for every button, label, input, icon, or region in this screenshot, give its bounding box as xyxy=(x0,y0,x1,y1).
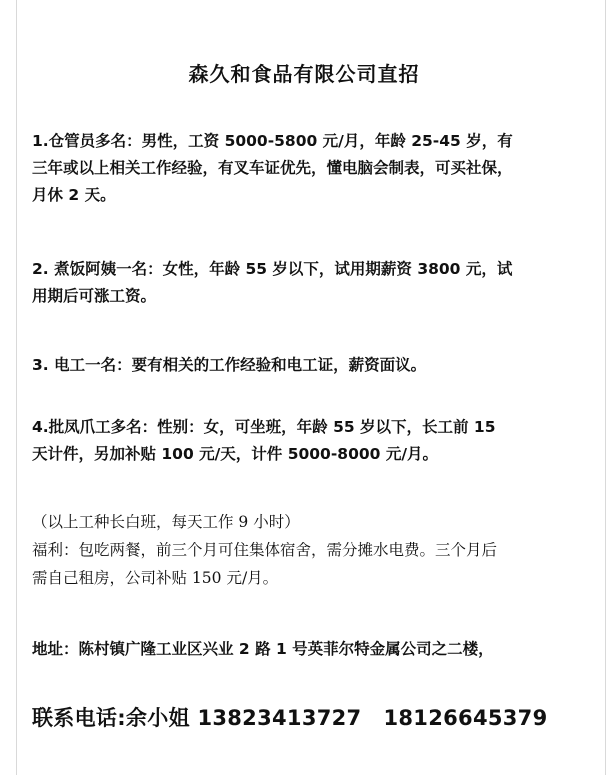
contact-phone-1: 13823413727 xyxy=(197,706,362,730)
job-3-line: 3. 电工一名：要有相关的工作经验和电工证，薪资面议。 xyxy=(32,356,427,374)
contact-label: 联系电话:余小姐 xyxy=(32,706,190,730)
page-left-border xyxy=(16,0,17,775)
job-1-line: 1.仓管员多名：男性，工资 5000-5800 元/月，年龄 25-45 岁，有 xyxy=(32,132,513,150)
page-right-border xyxy=(605,0,606,775)
address-text: 地址：陈村镇广隆工业区兴业 2 路 1 号英菲尔特金属公司之二楼， xyxy=(32,640,494,658)
job-1-line: 三年或以上相关工作经验，有叉车证优先，懂电脑会制表，可买社保， xyxy=(32,159,513,177)
contact-line xyxy=(32,702,548,732)
job-4-chicken-feet-worker xyxy=(32,414,578,468)
job-4-line: 4.批凤爪工多名：性别：女，可坐班，年龄 55 岁以下，长工前 15 xyxy=(32,418,496,436)
job-3-electrician xyxy=(32,352,578,379)
shift-note: （以上工种长白班，每天工作 9 小时） xyxy=(32,513,300,531)
benefits-line: 福利：包吃两餐，前三个月可住集体宿舍，需分摊水电费。三个月后 xyxy=(32,541,498,559)
job-1-line: 月休 2 天。 xyxy=(32,186,116,204)
job-2-cook xyxy=(32,256,578,310)
job-4-line: 天计件，另加补贴 100 元/天，计件 5000-8000 元/月。 xyxy=(32,445,438,463)
address xyxy=(32,636,578,663)
job-2-line: 2. 煮饭阿姨一名：女性，年龄 55 岁以下，试用期薪资 3800 元，试 xyxy=(32,260,513,278)
contact-phone-2: 18126645379 xyxy=(383,706,548,730)
job-2-line: 用期后可涨工资。 xyxy=(32,287,157,305)
company-title: 森久和食品有限公司直招 xyxy=(188,62,420,86)
job-1-warehouse-keeper xyxy=(32,128,578,209)
notes-section xyxy=(32,508,578,592)
benefits-line: 需自己租房，公司补贴 150 元/月。 xyxy=(32,569,279,587)
